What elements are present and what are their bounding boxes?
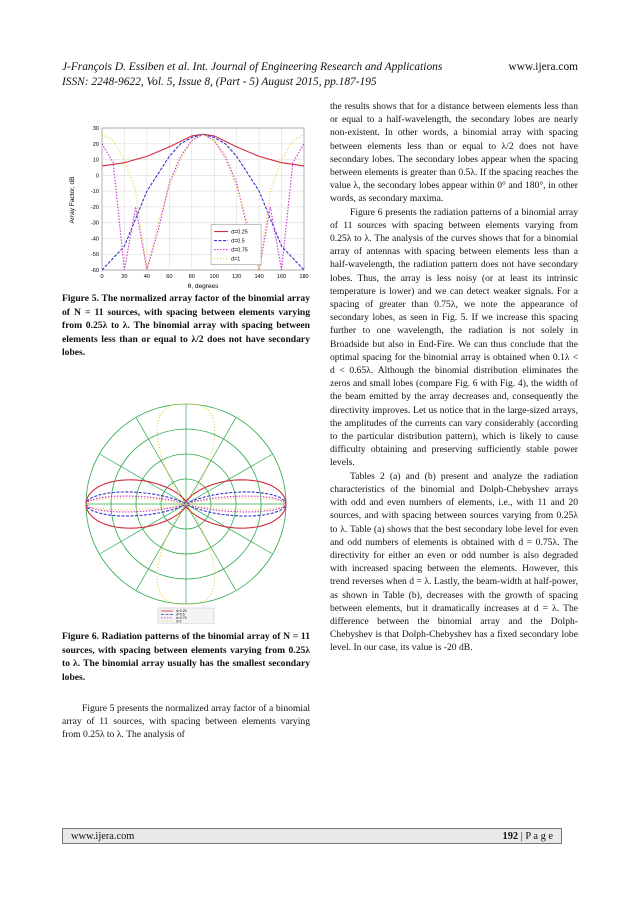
figure-5 xyxy=(62,122,310,290)
page-footer xyxy=(62,828,562,844)
figure-6 xyxy=(62,398,310,624)
x-tick-label: 40 xyxy=(143,274,151,280)
x-tick-label: 0 xyxy=(100,274,104,280)
y-tick-label: -10 xyxy=(90,189,99,196)
legend-label: d=0.25 xyxy=(231,229,248,236)
y-tick-label: 20 xyxy=(92,141,99,148)
legend-label: d=0.75 xyxy=(231,247,248,254)
legend-label: d=0.5 xyxy=(231,238,245,245)
y-axis-label: Array Factor, dB xyxy=(69,176,76,224)
y-tick-label: -40 xyxy=(90,236,99,243)
page-number: 192 | P a g e xyxy=(502,830,553,842)
y-tick-label: -50 xyxy=(90,252,99,259)
y-tick-label: 0 xyxy=(95,173,99,180)
x-tick-label: 60 xyxy=(166,274,173,280)
polar-spoke xyxy=(186,504,273,554)
paragraph: Figure 6 presents the radiation patterns of a binomial array of 11 sources with spacing between elements varying from 0.25λ to λ. The analysis of the curves shows that for a binomial array of antennas with spacing between elements less than a half-wavelength, the radiation pattern does not have secondary lobes. Thus, the array is less noisy (or at least its intrinsic temperature is lower) and we can detect weaker signals. For a spacing of greater than 0.75λ, we note the appearance of secondary lobes, as seen in Fig. 5. If we increase this spacing further to one wavelength, the radiation is not solely in Broadside but also in End-Fire. We can thus conclude that the optimal spacing for the binomial array is obtained when 0.1λ < d < 0.65λ. Although the binomial distribution eliminates the zeros and small lobes (compare Fig. 6 with Fig. 4), the width of the beam emitted by the array decreases and, consequently the directivity improves. Let us notice that in the large-sized arrays, the amplitudes of the currents can vary considerably (according to the particular distribution pattern), which is likely to cause difficulty obtaining and preserving sufficiently stable power levels. xyxy=(330,206,578,469)
legend-label: d=0.5 xyxy=(176,612,185,617)
x-tick-label: 20 xyxy=(121,274,128,280)
y-tick-label: 10 xyxy=(92,157,99,164)
figure-5-caption: Figure 5. The normalized array factor of the binomial array of N = 11 sources, with spacing between elements varying from 0.25λ to λ. The binomial array with spacing between elements less than or equal to λ/2 does not have secondary lobes. xyxy=(62,293,310,359)
legend-label: d=1 xyxy=(176,619,182,624)
journal-site[interactable]: www.ijera.com xyxy=(508,61,578,73)
x-tick-label: 120 xyxy=(231,274,242,280)
y-tick-label: -30 xyxy=(90,220,99,227)
x-tick-label: 80 xyxy=(188,274,195,280)
right-column-text xyxy=(330,100,578,655)
polar-spoke xyxy=(186,417,236,504)
page-header xyxy=(62,60,578,90)
paragraph: the results shows that for a distance between elements less than or equal to a half-wavelength, the secondary lobes are nearly non-existent. In other words, a binomial array with spacing between elements less than or equal to λ/2 does not have secondary lobes. The secondary lobes appear when the spacing between elements is greater than 0.5λ. If the spacing reaches the value λ, the secondary lobes appear within 0° and 180°, in other words, as secondary maxima. xyxy=(330,101,578,205)
x-tick-label: 160 xyxy=(276,274,287,280)
journal-citation: J-François D. Essiben et al. Int. Journal of Engineering Research and Applications xyxy=(62,61,443,73)
figure-6-polar-chart xyxy=(62,398,310,624)
y-tick-label: -60 xyxy=(90,268,99,274)
x-tick-label: 140 xyxy=(254,274,264,280)
polar-spoke xyxy=(186,504,236,591)
issn-line: ISSN: 2248-9622, Vol. 5, Issue 8, (Part - 5) August 2015, pp.187-195 xyxy=(62,76,377,88)
left-column-text xyxy=(62,702,310,742)
y-tick-label: 30 xyxy=(92,126,99,132)
plot-frame xyxy=(102,128,304,270)
legend-label: d=1 xyxy=(231,256,241,263)
figure-6-caption: Figure 6. Radiation patterns of the binomial array of N = 11 sources, with spacing between elements varying from 0.25λ to λ. The binomial array usually has the smallest secondary lobes. xyxy=(62,631,310,683)
legend-label: d=0.25 xyxy=(176,609,187,614)
paragraph: Figure 5 presents the normalized array factor of a binomial array of 11 sources, with spacing between elements varying from 0.25λ to λ. The analysis of xyxy=(62,703,310,741)
figure-5-chart xyxy=(62,122,310,290)
polar-spoke xyxy=(136,417,186,504)
polar-spoke xyxy=(99,504,186,554)
x-axis-label: θ, degrees xyxy=(187,283,219,290)
x-tick-label: 100 xyxy=(209,274,219,280)
legend-label: d=0.75 xyxy=(176,616,187,620)
x-tick-label: 180 xyxy=(299,274,309,280)
y-tick-label: -20 xyxy=(90,204,99,211)
polar-spoke xyxy=(186,454,273,504)
paragraph: Tables 2 (a) and (b) present and analyze the radiation characteristics of the binomial and Dolph-Chebyshev arrays with odd and even numbers of elements, i.e., with 11 and 20 sources, and with spacing between sources varying from 0.25λ to λ. Table (a) shows that the best secondary lobe level for even and odd numbers of elements is obtained with d = 0.75λ. The directivity for either an even or odd number is also degraded with increased spacing between the elements. However, this trend reverses when d = λ. Lastly, the beam-width at half-power, as shown in Table (b), decreases with the growth of spacing between elements, but it dramatically increases at d = λ. The difference between the binomial array and the Dolph-Chebyshev is that Dolph-Chebyshev has a fixed secondary lobe level. In our case, its value is -20 dB. xyxy=(330,470,578,654)
polar-spoke xyxy=(136,504,186,591)
footer-site[interactable]: www.ijera.com xyxy=(71,830,135,842)
